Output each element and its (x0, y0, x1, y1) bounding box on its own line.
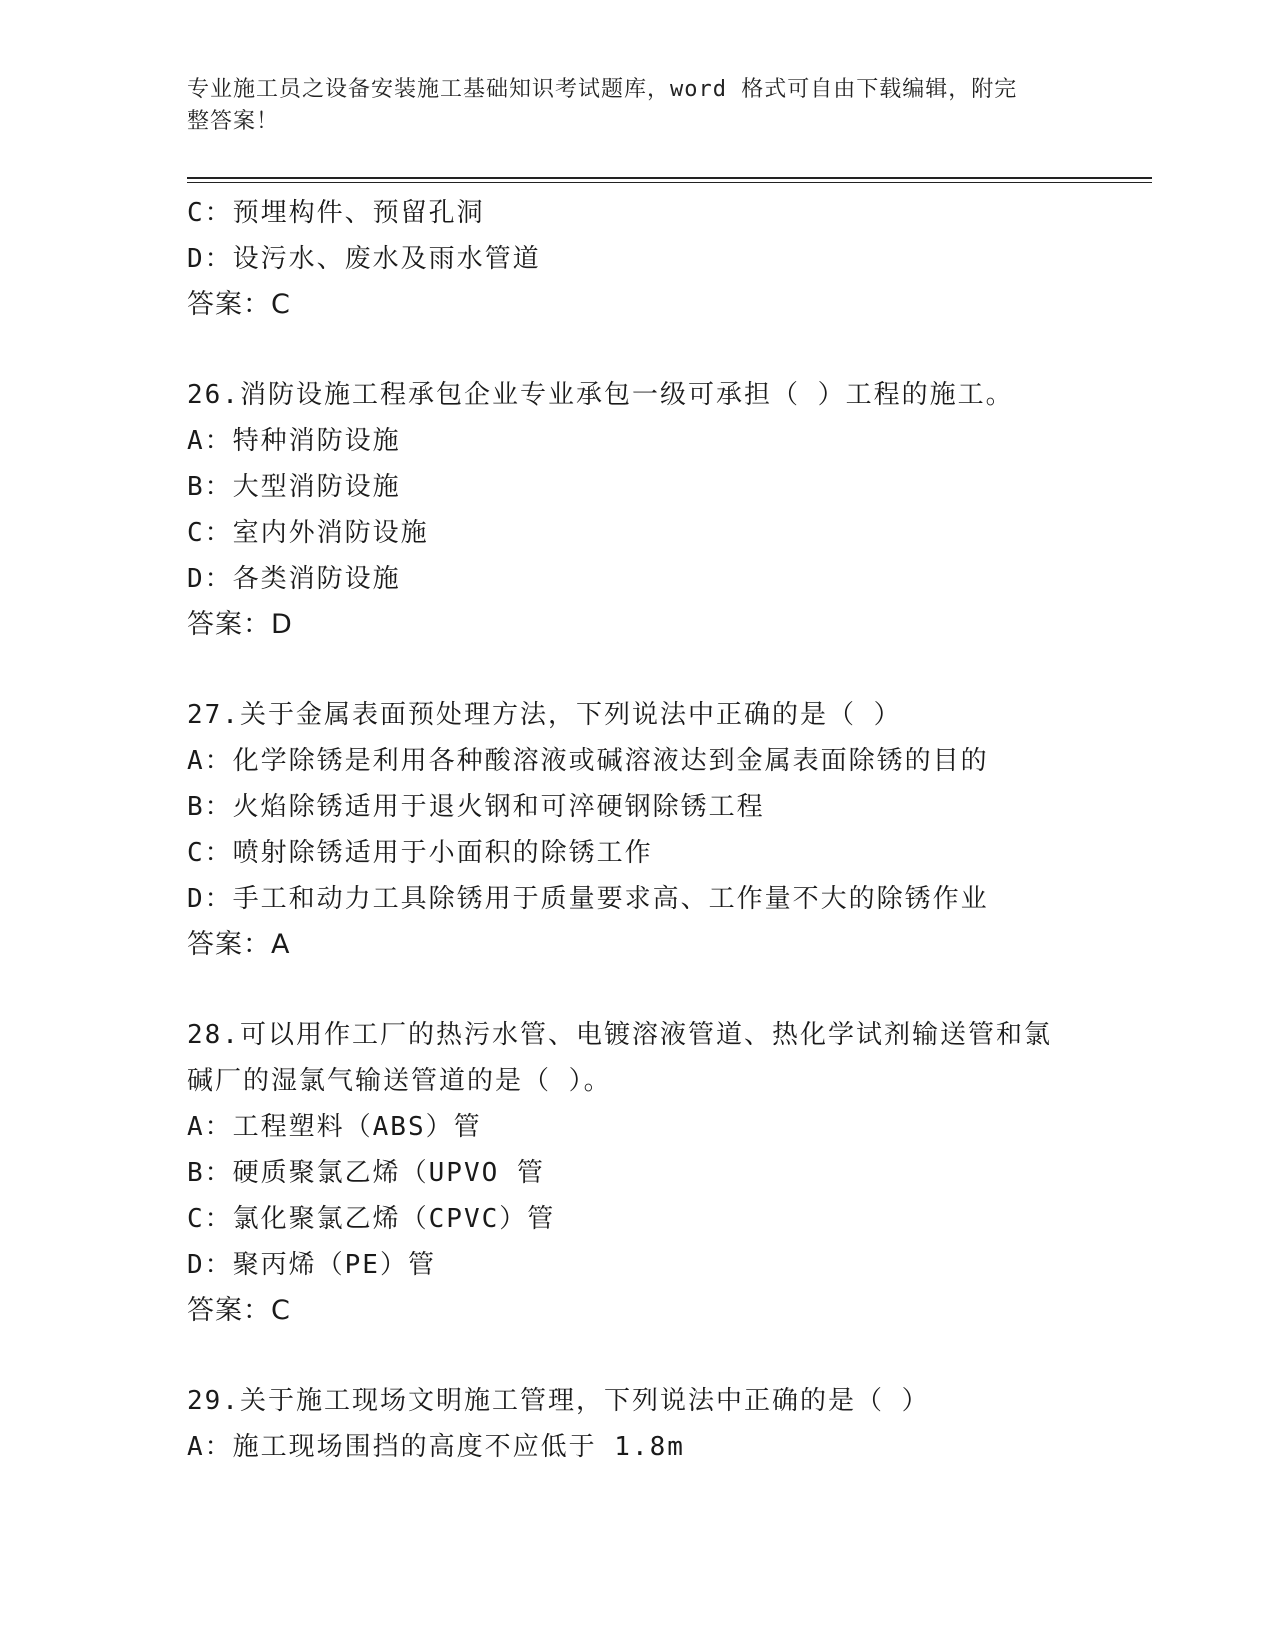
option-text: A：化学除锈是利用各种酸溶液或碱溶液达到金属表面除锈的目的 (187, 746, 989, 776)
option-text: B：硬质聚氯乙烯（UPVO 管 (187, 1158, 545, 1188)
block-gap (187, 968, 1087, 1012)
answer-text: 答案：D (187, 609, 293, 640)
block-gap (187, 328, 1087, 372)
option-text: D：手工和动力工具除锈用于质量要求高、工作量不大的除锈作业 (187, 884, 989, 914)
option-text: D：聚丙烯（PE）管 (187, 1250, 436, 1280)
question-block (187, 190, 1087, 328)
option-text: C：氯化聚氯乙烯（CPVC）管 (187, 1204, 556, 1234)
option-text: C：预埋构件、预留孔洞 (187, 198, 485, 228)
option-text: D：设污水、废水及雨水管道 (187, 244, 541, 274)
header-line-1: 专业施工员之设备安装施工基础知识考试题库，word 格式可自由下载编辑，附完 (187, 77, 1018, 102)
option-text: A：施工现场围挡的高度不应低于 1.8m (187, 1432, 685, 1462)
header-line-2: 整答案！ (187, 109, 280, 134)
question-text: 29.关于施工现场文明施工管理，下列说法中正确的是（ ） (187, 1386, 930, 1416)
option-text: A：工程塑料（ABS）管 (187, 1112, 482, 1142)
option-text: A：特种消防设施 (187, 426, 401, 456)
option-text: B：火焰除锈适用于退火钢和可淬硬钢除锈工程 (187, 792, 765, 822)
answer-text: 答案：A (187, 929, 291, 960)
option-text: B：大型消防设施 (187, 472, 401, 502)
option-text: C：室内外消防设施 (187, 518, 429, 548)
block-gap (187, 1334, 1087, 1378)
option-text: D：各类消防设施 (187, 564, 401, 594)
question-block (187, 692, 1087, 968)
question-text: 28.可以用作工厂的热污水管、电镀溶液管道、热化学试剂输送管和氯 (187, 1020, 1052, 1050)
header-rule-thin (187, 182, 1152, 183)
question-text: 27.关于金属表面预处理方法，下列说法中正确的是（ ） (187, 700, 902, 730)
header-rule (187, 177, 1152, 179)
document-header (187, 74, 1067, 138)
block-gap (187, 648, 1087, 692)
question-text: 碱厂的湿氯气输送管道的是（ ）。 (187, 1066, 612, 1096)
question-list (187, 190, 1087, 1470)
option-text: C：喷射除锈适用于小面积的除锈工作 (187, 838, 653, 868)
question-block (187, 372, 1087, 648)
question-text: 26.消防设施工程承包企业专业承包一级可承担（ ）工程的施工。 (187, 380, 1014, 410)
answer-text: 答案：C (187, 289, 291, 320)
question-block (187, 1378, 1087, 1470)
answer-text: 答案：C (187, 1295, 291, 1326)
question-block (187, 1012, 1087, 1334)
